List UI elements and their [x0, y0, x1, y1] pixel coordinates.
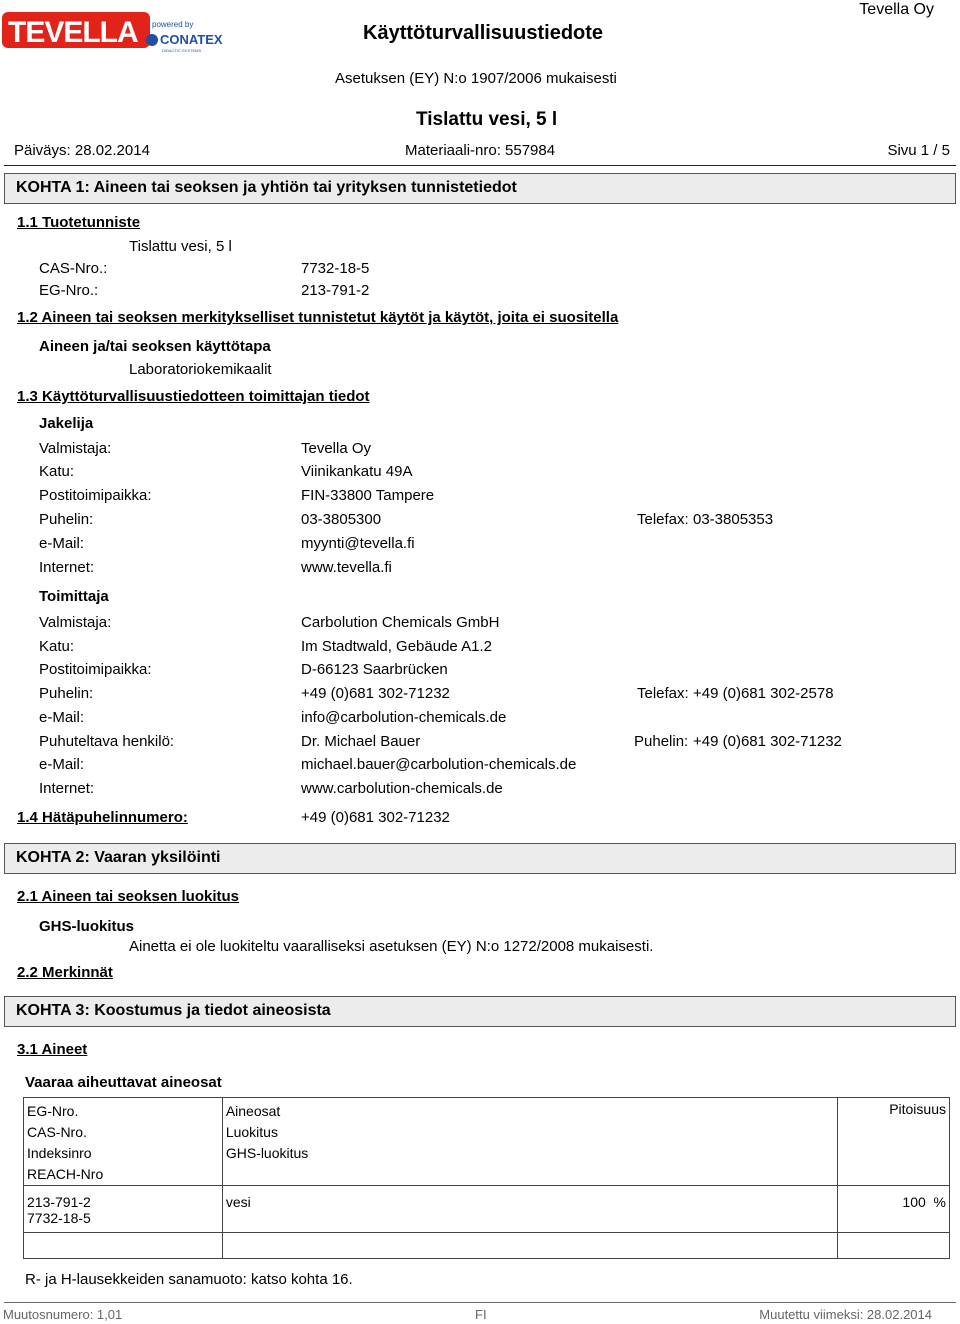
- section3-title: KOHTA 3: Koostumus ja tiedot aineosista: [16, 1002, 331, 1019]
- supplier-fax: +49 (0)681 302-2578: [693, 685, 834, 702]
- header-regulation: Asetuksen (EY) N:o 1907/2006 mukaisesti: [335, 70, 617, 87]
- header-cas: CAS-Nro.: [27, 1124, 87, 1140]
- supplier-contact-phone-label: Puhelin:: [634, 733, 689, 750]
- supplier-phone-label: Puhelin:: [39, 685, 94, 702]
- supplier-contact-phone: +49 (0)681 302-71232: [693, 733, 842, 750]
- supplier-email: info@carbolution-chemicals.de: [301, 709, 507, 726]
- supplier-manufacturer-label: Valmistaja:: [39, 614, 112, 631]
- supplier-title: Toimittaja: [39, 588, 109, 605]
- distributor-postal: FIN-33800 Tampere: [301, 487, 435, 504]
- header-index: Indeksinro: [27, 1145, 92, 1161]
- tevella-logo: [2, 6, 227, 54]
- supplier-internet: www.carbolution-chemicals.de: [301, 780, 503, 797]
- table-row-cont: [24, 1210, 950, 1232]
- distributor-phone: 03-3805300: [301, 511, 382, 528]
- header-reach: REACH-Nro: [27, 1166, 104, 1182]
- composition-table: [23, 1097, 950, 1259]
- row-eg-cell: [24, 1186, 223, 1211]
- row-amount: 100: [902, 1194, 926, 1210]
- header-cell-substance: [222, 1098, 837, 1186]
- header-classification: Luokitus: [225, 1124, 278, 1140]
- footer-revision: Muutosnumero: 1,01: [3, 1307, 123, 1322]
- row-blank-cell-2: [838, 1210, 950, 1232]
- header-date: Päiväys: 28.02.2014: [14, 142, 150, 159]
- table-row-empty: [24, 1232, 950, 1258]
- table-header-row: [24, 1098, 950, 1186]
- hazard-title: Vaaraa aiheuttavat aineosat: [25, 1074, 222, 1091]
- footer-lang: FI: [475, 1307, 487, 1322]
- empty-cell-3: [838, 1232, 950, 1258]
- supplier-email-label: e-Mail:: [39, 709, 85, 726]
- header-cell-ids: [24, 1098, 223, 1186]
- row-cas-cell: [24, 1210, 223, 1232]
- supplier-contact-label: Puhuteltava henkilö:: [39, 733, 175, 750]
- ghs-text: Ainetta ei ole luokiteltu vaaralliseksi asetuksen (EY) N:o 1272/2008 mukaisesti.: [129, 938, 654, 955]
- logo-powered-text: powered by: [152, 20, 194, 29]
- header-amount: Pitoisuus: [889, 1101, 946, 1117]
- s11-title: 1.1 Tuotetunniste: [17, 214, 141, 231]
- header-component: Aineosat: [225, 1103, 281, 1119]
- s12-title: 1.2 Aineen tai seoksen merkitykselliset tunnistetut käytöt ja käytöt, joita ei suositella: [17, 309, 619, 326]
- supplier-contact: Dr. Michael Bauer: [301, 733, 421, 750]
- header-eg: EG-Nro.: [27, 1103, 79, 1119]
- supplier-email2: michael.bauer@carbolution-chemicals.de: [301, 756, 577, 773]
- footer-modified: Muutettu viimeksi: 28.02.2014: [759, 1307, 932, 1322]
- supplier-internet-label: Internet:: [39, 780, 95, 797]
- eg-label: EG-Nro.:: [39, 282, 99, 299]
- emergency-number: +49 (0)681 302-71232: [301, 809, 450, 826]
- distributor-email-label: e-Mail:: [39, 535, 85, 552]
- footer-divider: [4, 1302, 956, 1303]
- header-cell-amount: [838, 1098, 950, 1186]
- table-row: [24, 1186, 950, 1211]
- header-ghs: GHS-luokitus: [225, 1145, 309, 1161]
- row-name-cell: [222, 1186, 837, 1211]
- use-label: Aineen ja/tai seoksen käyttötapa: [39, 338, 271, 355]
- logo-brand-text: TEVELLA: [8, 16, 138, 49]
- row-name: vesi: [225, 1194, 251, 1210]
- distributor-street: Viinikankatu 49A: [301, 463, 413, 480]
- s21-title: 2.1 Aineen tai seoksen luokitus: [17, 888, 240, 905]
- supplier-street-label: Katu:: [39, 638, 75, 655]
- use-value: Laboratoriokemikaalit: [129, 361, 272, 378]
- row-amount-cell: [838, 1186, 950, 1211]
- product-title: Tislattu vesi, 5 l: [416, 109, 558, 130]
- supplier-fax-label: Telefax:: [637, 685, 689, 702]
- row-eg: 213-791-2: [27, 1194, 91, 1210]
- distributor-internet-label: Internet:: [39, 559, 95, 576]
- distributor-manufacturer: Tevella Oy: [301, 440, 372, 457]
- document-title: Käyttöturvallisuustiedote: [363, 22, 604, 44]
- distributor-manufacturer-label: Valmistaja:: [39, 440, 112, 457]
- distributor-fax-label: Telefax:: [637, 511, 689, 528]
- supplier-postal-label: Postitoimipaikka:: [39, 661, 152, 678]
- s31-title: 3.1 Aineet: [17, 1041, 88, 1058]
- header-divider: [4, 165, 956, 166]
- row-unit: %: [933, 1194, 946, 1210]
- eg-value: 213-791-2: [301, 282, 370, 299]
- distributor-email: myynti@tevella.fi: [301, 535, 415, 552]
- s14-title: 1.4 Hätäpuhelinnumero:: [17, 809, 188, 826]
- row-blank-cell: [222, 1210, 837, 1232]
- supplier-postal: D-66123 Saarbrücken: [301, 661, 448, 678]
- distributor-title: Jakelija: [39, 415, 94, 432]
- supplier-street: Im Stadtwald, Gebäude A1.2: [301, 638, 492, 655]
- distributor-phone-label: Puhelin:: [39, 511, 94, 528]
- logo-partner-sub: DIDACTIC SYSTEMS: [162, 48, 202, 53]
- section2-title: KOHTA 2: Vaaran yksilöinti: [16, 849, 221, 866]
- distributor-postal-label: Postitoimipaikka:: [39, 487, 152, 504]
- phrases-note: R- ja H-lausekkeiden sanamuoto: katso kohta 16.: [25, 1271, 353, 1288]
- distributor-internet: www.tevella.fi: [301, 559, 392, 576]
- logo-partner-text: CONATEX: [160, 32, 223, 47]
- cas-value: 7732-18-5: [301, 260, 370, 277]
- header-material-no: Materiaali-nro: 557984: [405, 142, 556, 159]
- s13-title: 1.3 Käyttöturvallisuustiedotteen toimittajan tiedot: [17, 388, 370, 405]
- section1-title: KOHTA 1: Aineen tai seoksen ja yhtiön tai yrityksen tunnistetiedot: [16, 179, 517, 196]
- section2-bar: [4, 843, 956, 874]
- header-page: Sivu 1 / 5: [887, 142, 950, 159]
- s22-title: 2.2 Merkinnät: [17, 964, 113, 981]
- product-name: Tislattu vesi, 5 l: [129, 238, 232, 255]
- ghs-label: GHS-luokitus: [39, 918, 135, 935]
- row-cas: 7732-18-5: [27, 1210, 91, 1226]
- cas-label: CAS-Nro.:: [39, 260, 108, 277]
- supplier-email2-label: e-Mail:: [39, 756, 85, 773]
- empty-cell-2: [222, 1232, 837, 1258]
- empty-cell-1: [24, 1232, 223, 1258]
- supplier-phone: +49 (0)681 302-71232: [301, 685, 450, 702]
- section1-bar: [4, 173, 956, 204]
- supplier-manufacturer: Carbolution Chemicals GmbH: [301, 614, 500, 631]
- header-company: Tevella Oy: [859, 1, 934, 18]
- section3-bar: [4, 996, 956, 1027]
- distributor-fax: 03-3805353: [693, 511, 774, 528]
- distributor-street-label: Katu:: [39, 463, 75, 480]
